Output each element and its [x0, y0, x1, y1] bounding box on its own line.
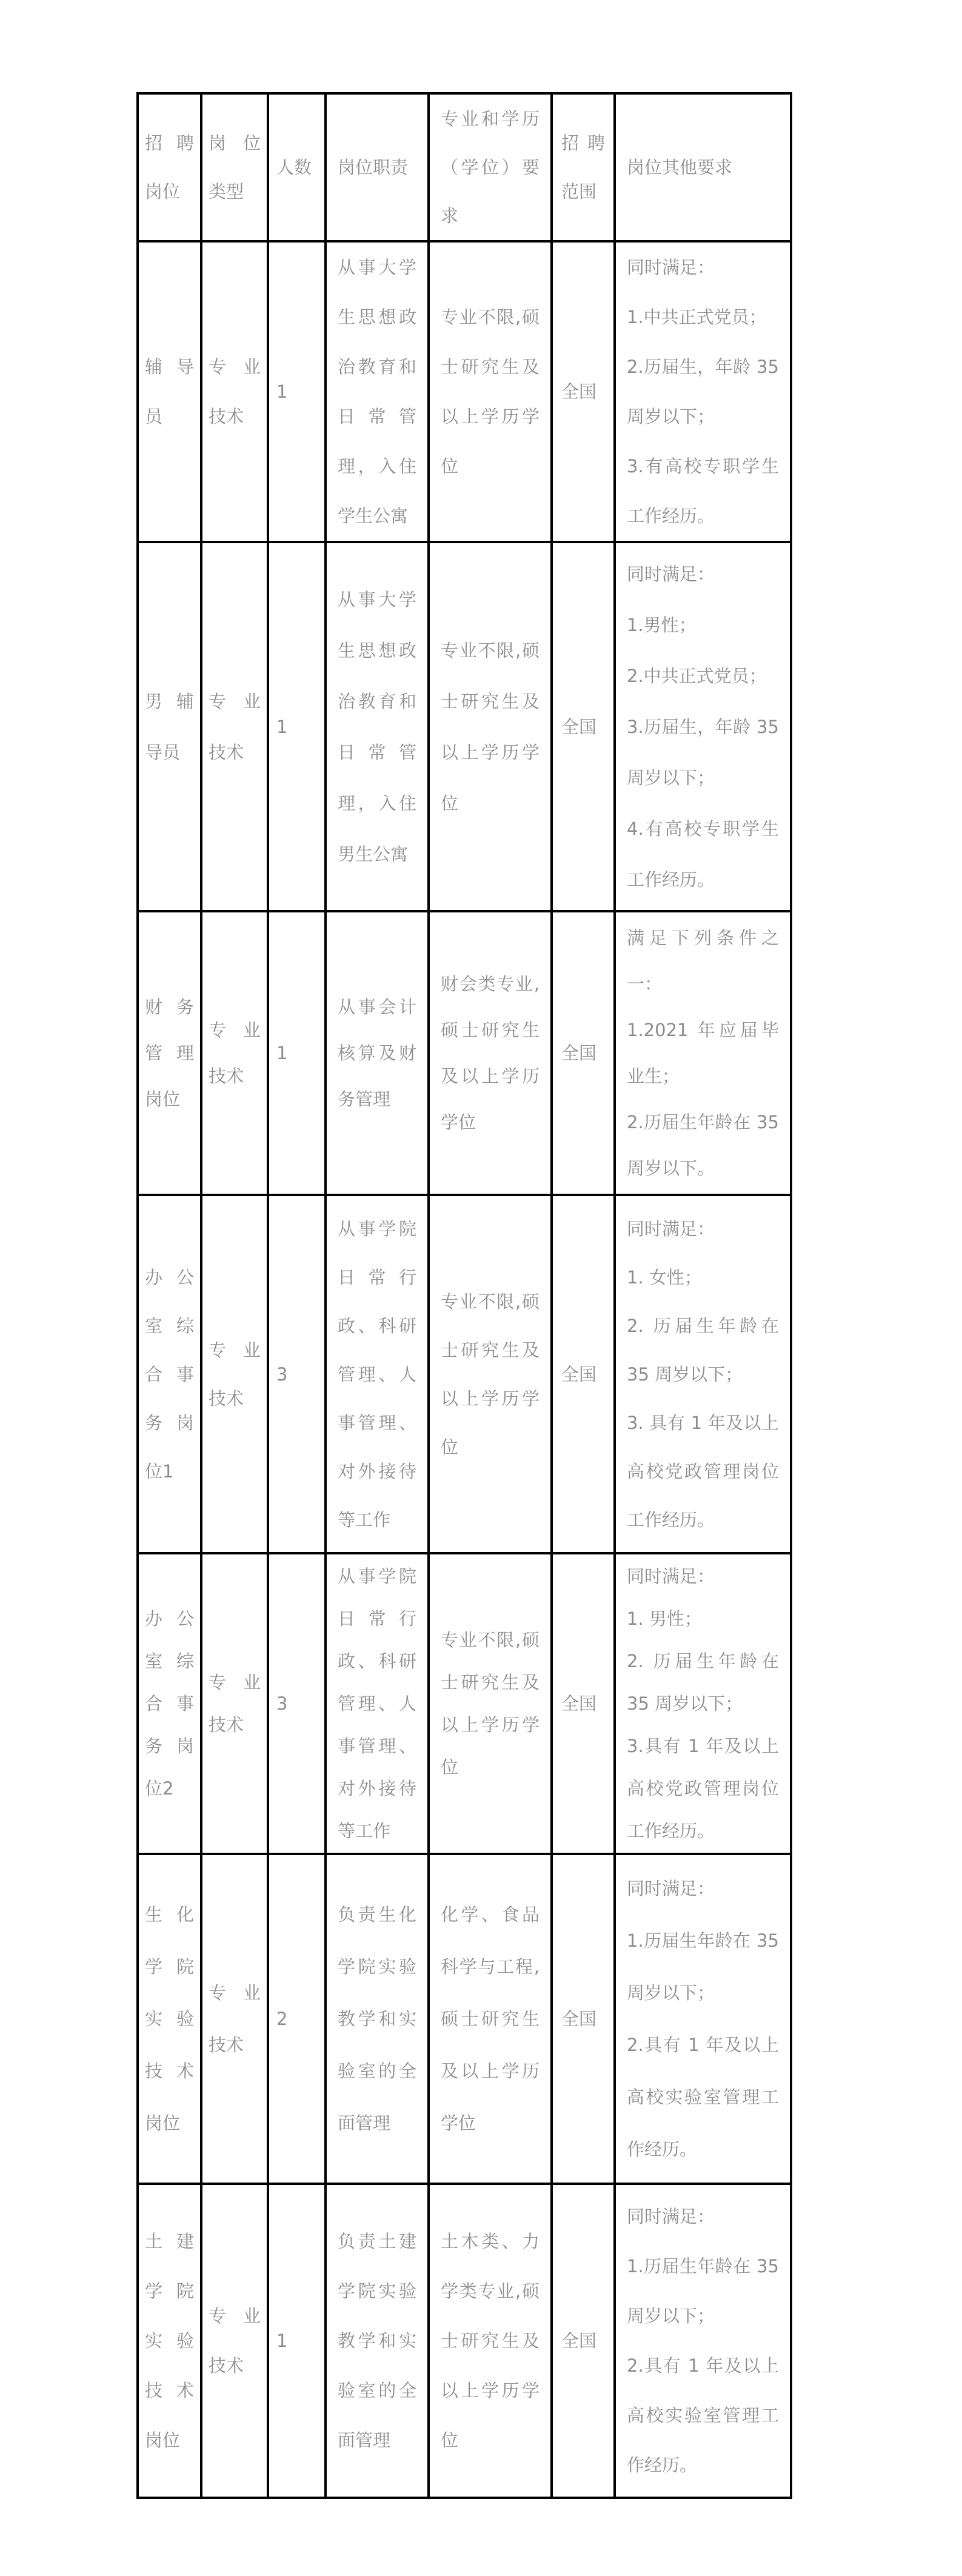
- header-row: [138, 93, 791, 241]
- duty-cell: 从事学院日常行政、科研管理、人事管理、对外接待等工作: [326, 1553, 429, 1854]
- duty-cell: 从事大学生思想政治教育和日常管理，入住学生公寓: [326, 241, 429, 542]
- count-cell: 1: [268, 542, 326, 911]
- scope-cell: 全国: [552, 2184, 615, 2498]
- header-cell-count: 人数: [268, 93, 326, 241]
- other-requirements-cell: 同时满足： 1.历届生年龄在 35 周岁以下； 2.具有 1 年及以上高校实验室管理工作经历。: [615, 2184, 791, 2498]
- count-cell: 1: [268, 241, 326, 542]
- qualification-cell: 专业不限,硕士研究生及以上学历学位: [429, 542, 552, 911]
- table-row: [138, 542, 791, 911]
- header-cell-other: 岗位其他要求: [615, 93, 791, 241]
- position-cell: 辅导员: [138, 241, 201, 542]
- count-cell: 3: [268, 1553, 326, 1854]
- recruitment-table-container: [136, 92, 792, 2499]
- other-requirements-cell: 同时满足： 1.男性； 2.中共正式党员； 3.历届生，年龄 35 周岁以下； 4.有高校专职学生工作经历。: [615, 542, 791, 911]
- duty-cell: 从事大学生思想政治教育和日常管理，入住男生公寓: [326, 542, 429, 911]
- scope-cell: 全国: [552, 542, 615, 911]
- position-cell: 财务管理岗位: [138, 911, 201, 1195]
- duty-cell: 负责土建学院实验教学和实验室的全面管理: [326, 2184, 429, 2498]
- position-cell: 土建学院实验技术岗位: [138, 2184, 201, 2498]
- scope-cell: 全国: [552, 1553, 615, 1854]
- table-row: [138, 241, 791, 542]
- position-cell: 办公室综合事务岗位1: [138, 1195, 201, 1553]
- header-cell-scope: 招聘范围: [552, 93, 615, 241]
- qualification-cell: 专业不限,硕士研究生及以上学历学位: [429, 241, 552, 542]
- type-cell: 专业技术: [201, 1854, 268, 2184]
- qualification-cell: 专业不限,硕士研究生及以上学历学位: [429, 1553, 552, 1854]
- scope-cell: 全国: [552, 241, 615, 542]
- other-requirements-cell: 同时满足： 1.历届生年龄在 35 周岁以下； 2.具有 1 年及以上高校实验室管理工作经历。: [615, 1854, 791, 2184]
- position-cell: 生化学院实验技术岗位: [138, 1854, 201, 2184]
- count-cell: 3: [268, 1195, 326, 1553]
- count-cell: 1: [268, 911, 326, 1195]
- duty-cell: 从事学院日常行政、科研管理、人事管理、对外接待等工作: [326, 1195, 429, 1553]
- position-cell: 办公室综合事务岗位2: [138, 1553, 201, 1854]
- type-cell: 专业技术: [201, 2184, 268, 2498]
- qualification-cell: 财会类专业,硕士研究生及以上学历学位: [429, 911, 552, 1195]
- header-cell-duty: 岗位职责: [326, 93, 429, 241]
- type-cell: 专业技术: [201, 241, 268, 542]
- count-cell: 2: [268, 1854, 326, 2184]
- scope-cell: 全国: [552, 1854, 615, 2184]
- duty-cell: 负责生化学院实验教学和实验室的全面管理: [326, 1854, 429, 2184]
- type-cell: 专业技术: [201, 542, 268, 911]
- table-row: [138, 1195, 791, 1553]
- type-cell: 专业技术: [201, 1195, 268, 1553]
- type-cell: 专业技术: [201, 911, 268, 1195]
- scope-cell: 全国: [552, 911, 615, 1195]
- header-cell-qualification: 专业和学历（学位）要求: [429, 93, 552, 241]
- other-requirements-cell: 满足下列条件之一： 1.2021 年应届毕业生； 2.历届生年龄在 35 周岁以下。: [615, 911, 791, 1195]
- table-row: [138, 2184, 791, 2498]
- table-body: [138, 241, 791, 2498]
- qualification-cell: 化学、食品科学与工程,硕士研究生及以上学历学位: [429, 1854, 552, 2184]
- qualification-cell: 土木类、力学类专业,硕士研究生及以上学历学位: [429, 2184, 552, 2498]
- duty-cell: 从事会计核算及财务管理: [326, 911, 429, 1195]
- other-requirements-cell: 同时满足： 1. 男性； 2. 历届生年龄在 35 周岁以下； 3.具有 1 年及以上高校党政管理岗位工作经历。: [615, 1553, 791, 1854]
- table-row: [138, 911, 791, 1195]
- other-requirements-cell: 同时满足： 1. 女性； 2. 历届生年龄在 35 周岁以下； 3. 具有 1 年及以上高校党政管理岗位工作经历。: [615, 1195, 791, 1553]
- header-cell-position: 招聘岗位: [138, 93, 201, 241]
- count-cell: 1: [268, 2184, 326, 2498]
- other-requirements-cell: 同时满足： 1.中共正式党员； 2.历届生，年龄 35 周岁以下； 3.有高校专职学生工作经历。: [615, 241, 791, 542]
- table-row: [138, 1553, 791, 1854]
- scope-cell: 全国: [552, 1195, 615, 1553]
- table-row: [138, 1854, 791, 2184]
- recruitment-table: [136, 92, 792, 2499]
- qualification-cell: 专业不限,硕士研究生及以上学历学位: [429, 1195, 552, 1553]
- header-cell-type: 岗位类型: [201, 93, 268, 241]
- position-cell: 男辅导员: [138, 542, 201, 911]
- type-cell: 专业技术: [201, 1553, 268, 1854]
